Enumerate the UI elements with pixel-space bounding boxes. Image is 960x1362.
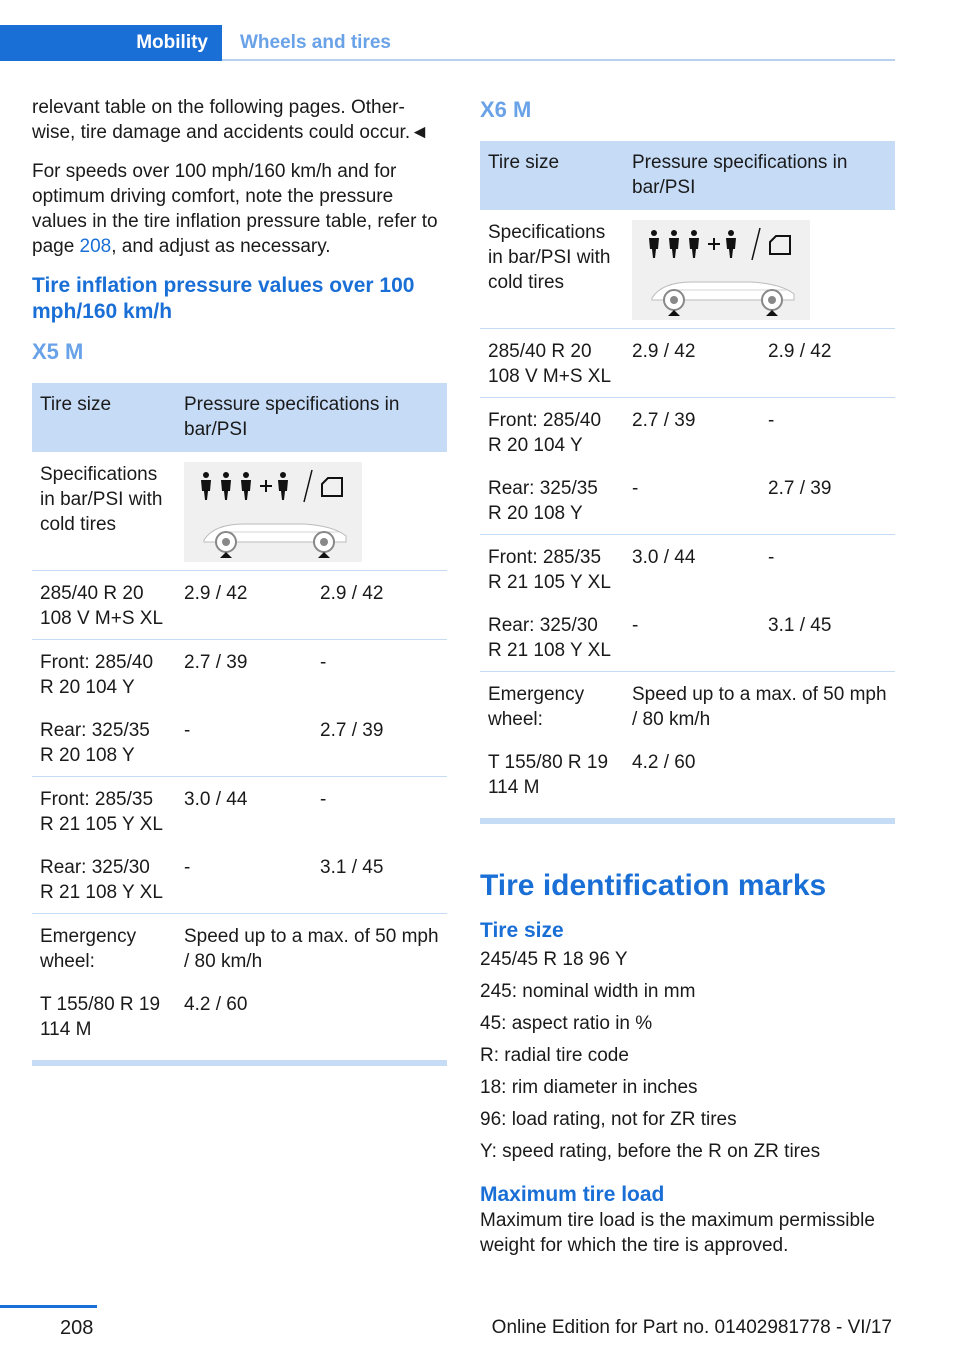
table-row [480, 603, 895, 672]
tire-size-line: Y: speed rating, before the R on ZR tires [480, 1141, 821, 1162]
x5m-pressure-table [32, 383, 447, 1066]
vehicle-load-icon [184, 462, 362, 562]
inflation-heading: Tire inflation pressure values over 100 mph/160 km/h [32, 274, 415, 323]
chapter-tab[interactable]: Mobility [0, 25, 222, 61]
rear-pressure-cell: 3.1 / 45 [320, 857, 384, 878]
section-tab[interactable]: Wheels and tires [240, 32, 391, 53]
emergency-label: Emergency wheel: [32, 914, 176, 983]
table-row-spec [480, 210, 895, 329]
x6m-heading: X6 M [480, 97, 532, 122]
tire-size-cell: Front: 285/35 R 21 105 Y XL [480, 535, 624, 604]
load-diagram-cell [624, 210, 895, 329]
load-diagram-cell [176, 452, 447, 571]
vehicle-load-icon [632, 220, 810, 320]
tire-size-line: 245/45 R 18 96 Y [480, 949, 628, 970]
intro-text: relevant table on the following pages. Other‐wise, tire damage and accidents could occur.◄ [32, 97, 429, 143]
emergency-note: Speed up to a max. of 50 mph / 80 km/h [624, 672, 895, 741]
table-row-spec [32, 452, 447, 571]
front-pressure-cell: - [632, 615, 639, 636]
front-pressure-cell: - [184, 720, 191, 741]
tire-size-cell: Front: 285/35 R 21 105 Y XL [32, 777, 176, 846]
rear-pressure-cell: 2.7 / 39 [320, 720, 384, 741]
table-row [480, 329, 895, 398]
header-bar [0, 25, 895, 61]
table-row [32, 845, 447, 914]
tire-size-cell: Rear: 325/35 R 20 108 Y [40, 720, 150, 766]
table-row-emergency-size [32, 982, 447, 1063]
spec-label: Specifications in bar/PSI with cold tires [40, 464, 163, 535]
front-pressure-cell: 2.7 / 39 [176, 640, 312, 709]
tire-size-line: R: radial tire code [480, 1045, 629, 1066]
emergency-value: 4.2 / 60 [624, 740, 895, 821]
table-header-row [32, 383, 447, 452]
table-row [32, 777, 447, 846]
page-link[interactable]: 208 [79, 236, 112, 257]
col-tire-size: Tire size [32, 383, 176, 452]
front-pressure-cell: 2.9 / 42 [176, 571, 312, 640]
front-pressure-cell: - [632, 478, 639, 499]
right-column [480, 95, 895, 1258]
tire-size-cell: Rear: 325/30 R 21 108 Y XL [488, 615, 611, 661]
tire-size-line: 96: load rating, not for ZR tires [480, 1109, 737, 1130]
tire-size-line: 45: aspect ratio in % [480, 1013, 653, 1034]
max-load-heading: Maximum tire load [480, 1183, 665, 1206]
tire-size-heading: Tire size [480, 919, 564, 942]
table-row-emergency [32, 914, 447, 983]
table-header-row [480, 141, 895, 210]
speed-paragraph [32, 159, 447, 259]
load-diagram [184, 462, 362, 562]
footer-rule [0, 1305, 97, 1308]
emergency-size: T 155/80 R 19 114 M [32, 982, 176, 1063]
rear-pressure-cell: - [312, 640, 447, 709]
page-number: 208 [60, 1317, 94, 1339]
rear-pressure-cell: - [760, 398, 895, 467]
table-row [480, 466, 895, 535]
table-row-emergency-size [480, 740, 895, 821]
front-pressure-cell: 3.0 / 44 [176, 777, 312, 846]
rear-pressure-cell: - [312, 777, 447, 846]
tire-size-cell: Rear: 325/30 R 21 108 Y XL [40, 857, 163, 903]
rear-pressure-cell: 2.9 / 42 [312, 571, 447, 640]
table-row [32, 640, 447, 709]
col-pressure: Pressure specifications in bar/PSI [624, 141, 895, 210]
table-row [32, 708, 447, 777]
table-row [480, 535, 895, 604]
rear-pressure-cell: 3.1 / 45 [768, 615, 832, 636]
tire-size-line: 245: nominal width in mm [480, 981, 696, 1002]
table-row-emergency [480, 672, 895, 741]
front-pressure-cell: 2.9 / 42 [624, 329, 760, 398]
tire-size-cell: Front: 285/40 R 20 104 Y [32, 640, 176, 709]
col-tire-size: Tire size [480, 141, 624, 210]
x5m-heading: X5 M [32, 339, 84, 364]
front-pressure-cell: 3.0 / 44 [624, 535, 760, 604]
front-pressure-cell: 2.7 / 39 [624, 398, 760, 467]
load-diagram [632, 220, 810, 320]
speed-paragraph-end: , and adjust as necessary. [111, 236, 331, 257]
emergency-note: Speed up to a max. of 50 mph / 80 km/h [176, 914, 447, 983]
tire-size-cell: Front: 285/40 R 20 104 Y [480, 398, 624, 467]
speed-paragraph-text: For speeds over 100 mph/160 km/h and for optimum driving comfort, note the pressure values in the tire inflation pressure table, refer to page [32, 161, 438, 257]
rear-pressure-cell: 2.7 / 39 [768, 478, 832, 499]
left-column [32, 95, 447, 1066]
edition-text: Online Edition for Part no. 01402981778 - VI/17 [491, 1317, 892, 1338]
front-pressure-cell: - [184, 857, 191, 878]
spec-label: Specifications in bar/PSI with cold tires [488, 222, 611, 293]
x6m-pressure-table [480, 141, 895, 824]
tire-size-cell: Rear: 325/35 R 20 108 Y [488, 478, 598, 524]
table-row [32, 571, 447, 640]
tire-size-line: 18: rim diameter in inches [480, 1077, 698, 1098]
rear-pressure-cell: - [760, 535, 895, 604]
tire-size-cell: 285/40 R 20 108 V M+S XL [480, 329, 624, 398]
table-row [480, 398, 895, 467]
tire-size-cell: 285/40 R 20 108 V M+S XL [32, 571, 176, 640]
max-load-text: Maximum tire load is the maximum permissible weight for which the tire is approved. [480, 1210, 875, 1256]
rear-pressure-cell: 2.9 / 42 [760, 329, 895, 398]
col-pressure: Pressure specifications in bar/PSI [176, 383, 447, 452]
emergency-label: Emergency wheel: [480, 672, 624, 741]
tire-id-section-title: Tire identification marks [480, 869, 827, 902]
emergency-value: 4.2 / 60 [176, 982, 447, 1063]
emergency-size: T 155/80 R 19 114 M [480, 740, 624, 821]
